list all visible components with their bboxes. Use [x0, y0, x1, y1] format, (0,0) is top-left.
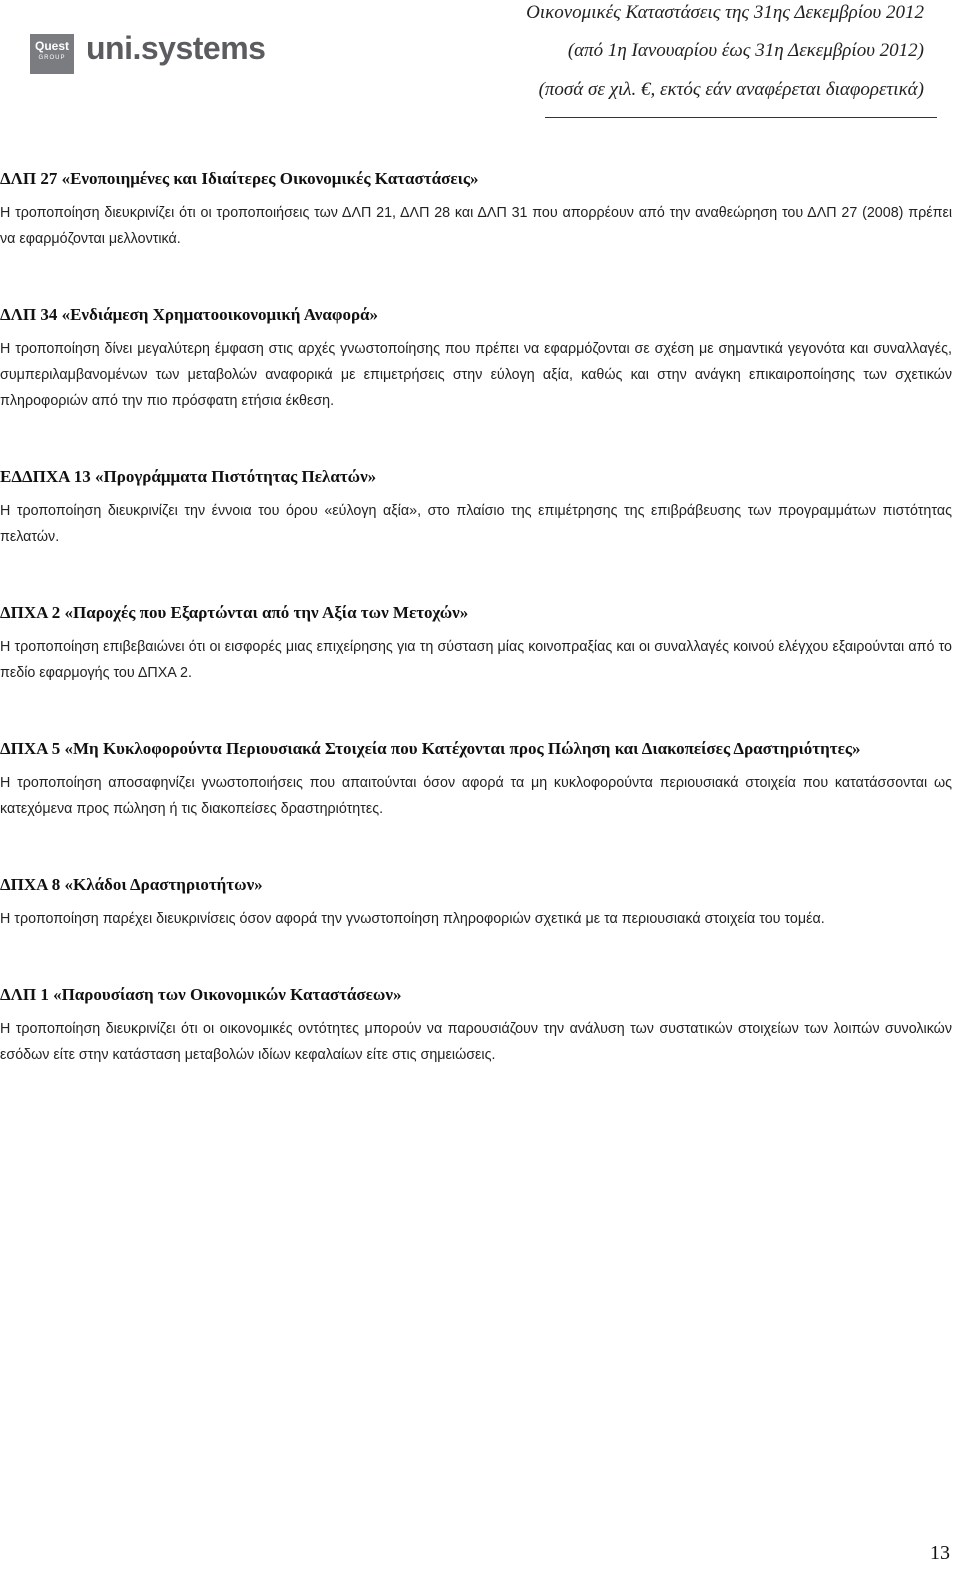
section-heading: ΔΛΠ 34 «Ενδιάμεση Χρηματοοικονομική Αναφορά» [0, 305, 379, 324]
header-period: (από 1η Ιανουαρίου έως 31η Δεκεμβρίου 2012) [567, 40, 924, 61]
section-ifrs2 [0, 600, 952, 686]
section-paragraph: Η τροποποίηση δίνει μεγαλύτερη έμφαση στις αρχές γνωστοποίησης που πρέπει να εφαρμόζονται σε σχέση με σημαντικά γεγονότα και συναλλαγές, συμπεριλαμβανομένων των μεταβολών αναφορικά με επιμετρήσεις στην εύλογη αξία, καθώς και στην ανάγκη επικαιροποίησης των σχετικών πληροφοριών από την πιο πρόσφατη ετήσια έκθεση. [0, 341, 952, 409]
section-ias27 [0, 166, 952, 252]
quest-logo-text: Quest [34, 39, 69, 53]
section-heading: ΔΠΧΑ 8 «Κλάδοι Δραστηριοτήτων» [0, 875, 263, 894]
section-paragraph: Η τροποποίηση διευκρινίζει ότι οι τροποποιήσεις των ΔΛΠ 21, ΔΛΠ 28 και ΔΛΠ 31 που απορρέουν από την αναθεώρηση του ΔΛΠ 27 (2008) πρέπει να εφαρμόζονται μελλοντικά. [0, 205, 952, 247]
section-heading: ΔΠΧΑ 5 «Μη Κυκλοφορούντα Περιουσιακά Στοιχεία που Κατέχονται προς Πώληση και Διακοπείσες Δραστηριότητες» [0, 739, 861, 758]
section-ias34 [0, 302, 952, 414]
section-paragraph: Η τροποποίηση επιβεβαιώνει ότι οι εισφορές μιας επιχείρησης για τη σύσταση μίας κοινοπραξίας και οι συναλλαγές κοινού ελέγχου εξαιρούνται από το πεδίο εφαρμογής του ΔΠΧΑ 2. [0, 639, 952, 681]
document-body [0, 166, 952, 1118]
page-number: 13 [930, 1542, 950, 1564]
quest-logo-subtext: GROUP [38, 55, 66, 61]
section-paragraph: Η τροποποίηση παρέχει διευκρινίσεις όσον αφορά την γνωστοποίηση πληροφοριών σχετικά με τα περιουσιακά στοιχεία του τομέα. [0, 911, 825, 927]
section-ifric13 [0, 464, 952, 550]
section-paragraph: Η τροποποίηση διευκρινίζει την έννοια του όρου «εύλογη αξία», στο πλαίσιο της επιμέτρησης της επιβράβευσης των προγραμμάτων πιστότητας πελατών. [0, 503, 952, 545]
section-heading: ΔΠΧΑ 2 «Παροχές που Εξαρτώνται από την Αξία των Μετοχών» [0, 603, 469, 622]
header-title: Οικονομικές Καταστάσεις της 31ης Δεκεμβρίου 2012 [526, 2, 924, 23]
unisystems-logo: uni.systems [86, 30, 266, 66]
section-ifrs8 [0, 872, 952, 932]
section-paragraph: Η τροποποίηση αποσαφηνίζει γνωστοποιήσεις που απαιτούνται όσον αφορά τα μη κυκλοφορούντα περιουσιακά στοιχεία που κατατάσσονται ως κατεχόμενα προς πώληση ή τις διακοπείσες δραστηριότητες. [0, 775, 952, 817]
header-amounts-note: (ποσά σε χιλ. €, εκτός εάν αναφέρεται διαφορετικά) [538, 79, 924, 100]
quest-group-logo [30, 34, 74, 74]
section-heading: ΕΔΔΠΧΑ 13 «Προγράμματα Πιστότητας Πελατών» [0, 467, 377, 486]
section-paragraph: Η τροποποίηση διευκρινίζει ότι οι οικονομικές οντότητες μπορούν να παρουσιάζουν την ανάλυση των συστατικών στοιχείων των λοιπών συνολικών εσόδων είτε στην κατάσταση μεταβολών ιδίων κεφαλαίων είτε στις σημειώσεις. [0, 1021, 952, 1063]
section-heading: ΔΛΠ 1 «Παρουσίαση των Οικονομικών Καταστάσεων» [0, 985, 402, 1004]
header-divider [545, 117, 937, 118]
section-ifrs5 [0, 736, 952, 822]
section-ias1 [0, 982, 952, 1068]
section-heading: ΔΛΠ 27 «Ενοποιημένες και Ιδιαίτερες Οικονομικές Καταστάσεις» [0, 169, 479, 188]
